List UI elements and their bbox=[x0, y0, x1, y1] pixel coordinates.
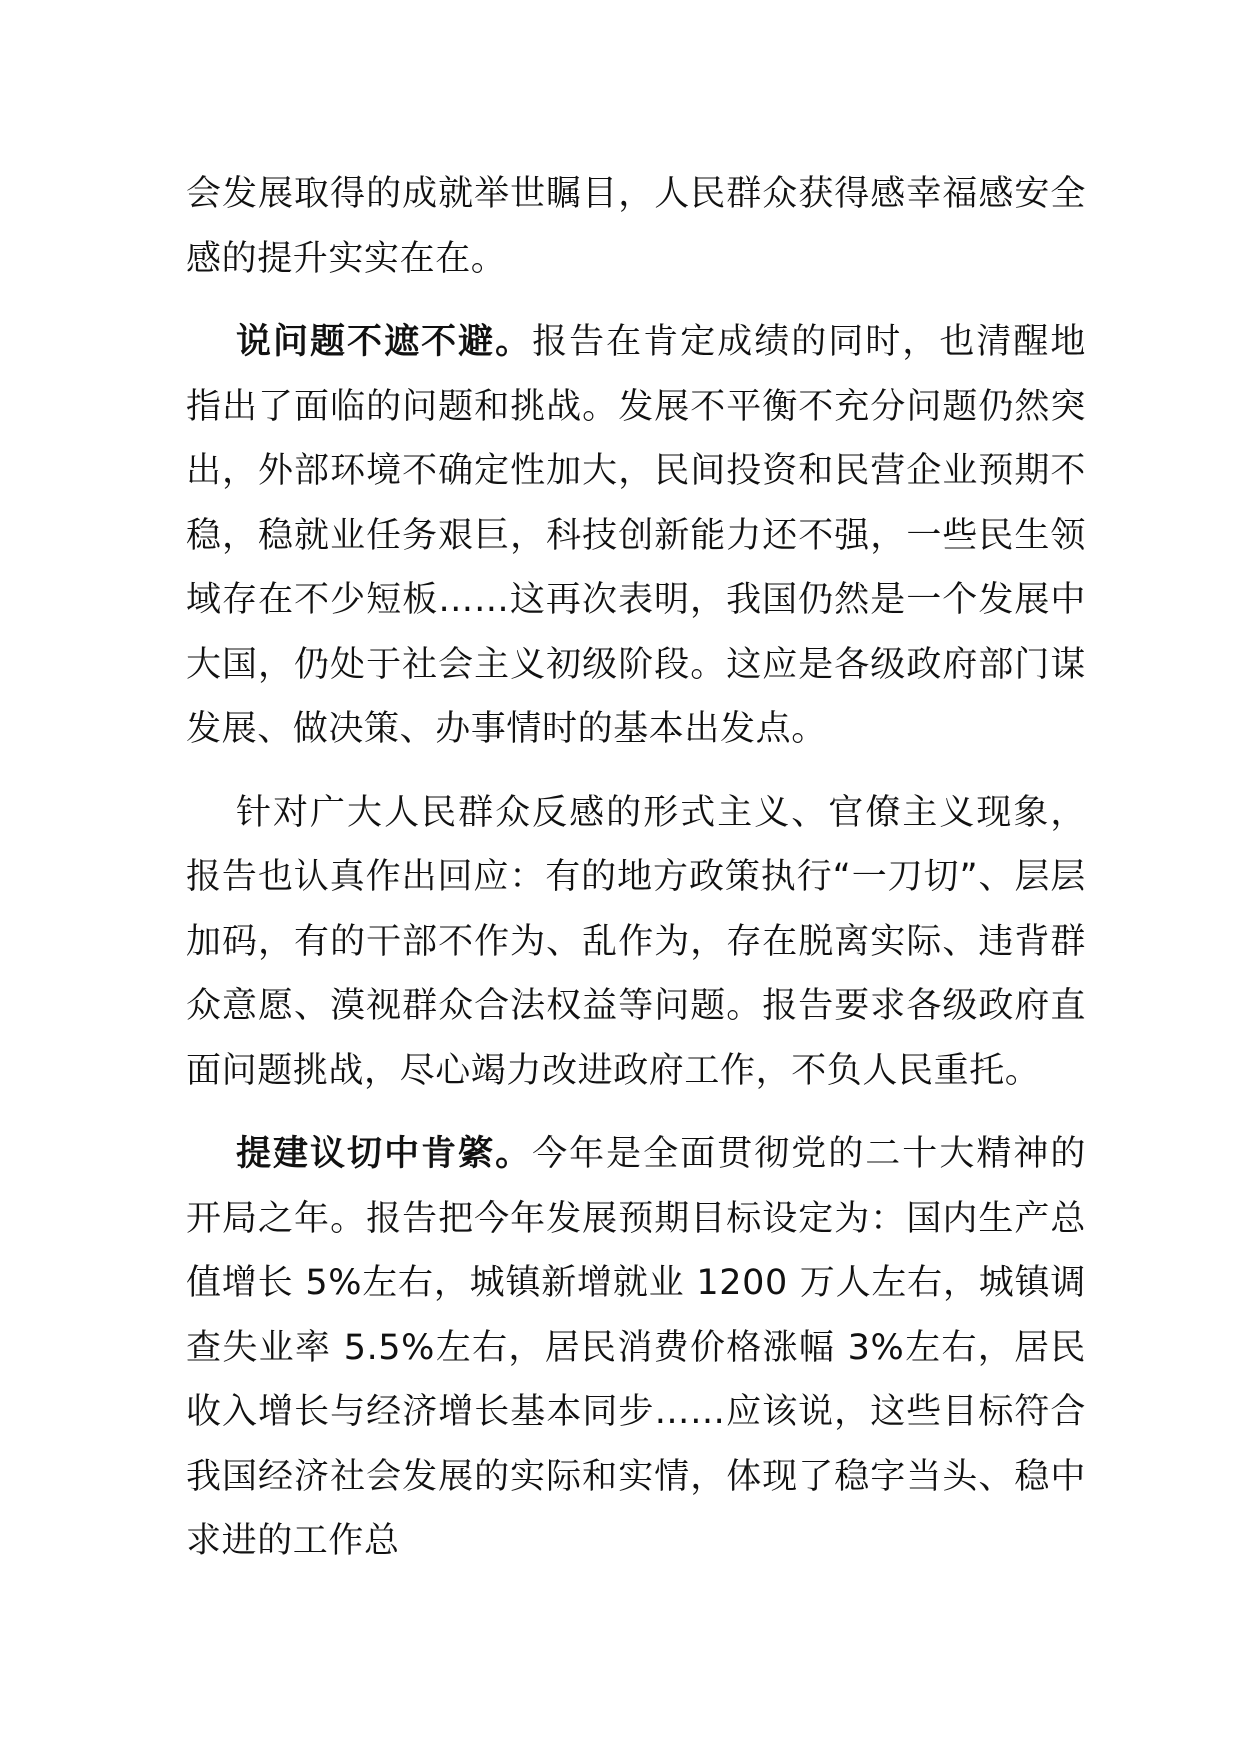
paragraph-suggestions bbox=[186, 1122, 1086, 1574]
document-body bbox=[186, 162, 1086, 1574]
paragraph-problems bbox=[186, 310, 1086, 762]
paragraph-lead-heading: 说问题不遮不避。 bbox=[236, 322, 533, 362]
paragraph-formalism bbox=[186, 781, 1086, 1104]
paragraph-continuation bbox=[186, 162, 1086, 291]
paragraph-text: 今年是全面贯彻党的二十大精神的开局之年。报告把今年发展预期目标设定为：国内生产总值增长 5%左右，城镇新增就业 1200 万人左右，城镇调查失业率 5.5%左右，居民消费价格涨幅 3%左右，居民收入增长与经济增长基本同步……应该说，这些目标符合我国经济社会发展的实际和实情，体现了稳字当头、稳中求进的工作总 bbox=[186, 1134, 1086, 1561]
paragraph-text: 会发展取得的成就举世瞩目，人民群众获得感幸福感安全感的提升实实在在。 bbox=[186, 174, 1086, 279]
paragraph-text: 报告在肯定成绩的同时，也清醒地指出了面临的问题和挑战。发展不平衡不充分问题仍然突出，外部环境不确定性加大，民间投资和民营企业预期不稳，稳就业任务艰巨，科技创新能力还不强，一些民生领域存在不少短板……这再次表明，我国仍然是一个发展中大国，仍处于社会主义初级阶段。这应是各级政府部门谋发展、做决策、办事情时的基本出发点。 bbox=[186, 322, 1086, 749]
paragraph-lead-heading: 提建议切中肯綮。 bbox=[236, 1134, 533, 1174]
paragraph-text: 针对广大人民群众反感的形式主义、官僚主义现象，报告也认真作出回应：有的地方政策执行“一刀切”、层层加码，有的干部不作为、乱作为，存在脱离实际、违背群众意愿、漠视群众合法权益等问题。报告要求各级政府直面问题挑战，尽心竭力改进政府工作，不负人民重托。 bbox=[186, 792, 1086, 1091]
